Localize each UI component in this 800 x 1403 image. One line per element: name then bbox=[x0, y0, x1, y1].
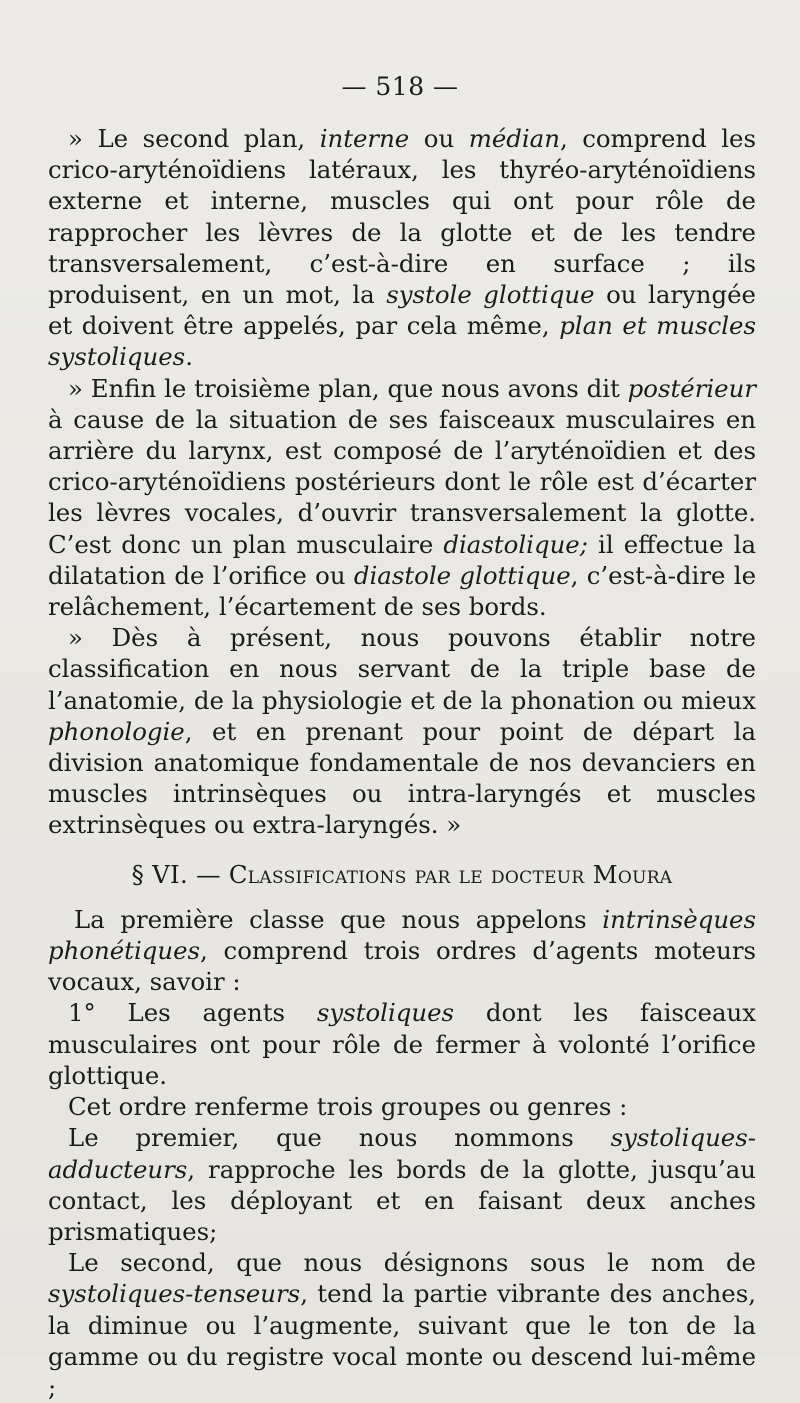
paragraph-third-plan: » Enfin le troisième plan, que nous avons dit postérieur à cause de la situation de ses faisceaux musculaires en arrière du larynx, est composé de l’aryténoïdien et des crico-aryténoïdiens postérieurs dont le rôle est d’écarter les lèvres vocales, d’ouvrir transversalement la glotte. C’est donc un plan musculaire diastolique; il effectue la dilatation de l’orifice ou diastole glottique, c’est-à-dire le relâchement, l’écartement de ses bords. bbox=[48, 373, 756, 622]
paragraph-second-group: Le second, que nous désignons sous le nom de systoliques-tenseurs, tend la partie vibrante des anches, la diminue ou l’augmente, suivant que le ton de la gamme ou du registre vocal monte ou descend lui-même ; bbox=[48, 1248, 756, 1402]
paragraph-first-class: La première classe que nous appelons intrinsèques phonétiques, comprend trois ordres d’agents moteurs vocaux, savoir : bbox=[48, 904, 756, 997]
paragraph-order-groups: Cet ordre renferme trois groupes ou genres : bbox=[68, 1092, 628, 1122]
paragraph-first-group: Le premier, que nous nommons systoliques-adducteurs, rapproche les bords de la glotte, jusqu’au contact, les déployant et en faisant deux anches prismatiques; bbox=[48, 1123, 756, 1246]
paragraph-systolic-agents: 1° Les agents systoliques dont les faisceaux musculaires ont pour rôle de fermer à volonté l’orifice glottique. bbox=[48, 998, 756, 1090]
paragraph-second-plan: » Le second plan, interne ou médian, comprend les crico-aryténoïdiens latéraux, les thyréo-aryténoïdiens externe et interne, muscles qui ont pour rôle de rapprocher les lèvres de la glotte et de les tendre transversalement, c’est-à-dire en surface ; ils produisent, en un mot, la systole glottique ou laryngée et doivent être appelés, par cela même, plan et muscles systoliques. bbox=[48, 124, 756, 372]
paragraph-classification: » Dès à présent, nous pouvons établir notre classification en nous servant de la triple base de l’anatomie, de la physiologie et de la phonation ou mieux phonologie, et en prenant pour point de départ la division anatomique fondamentale de nos devanciers en muscles intrinsèques ou intra-laryngés et muscles extrinsèques ou extra-laryngés. » bbox=[48, 623, 756, 840]
body-text bbox=[48, 123, 756, 1403]
section-heading: § VI. — Classifications par le docteur Moura bbox=[131, 859, 673, 889]
page-number: — 518 — bbox=[341, 72, 459, 101]
